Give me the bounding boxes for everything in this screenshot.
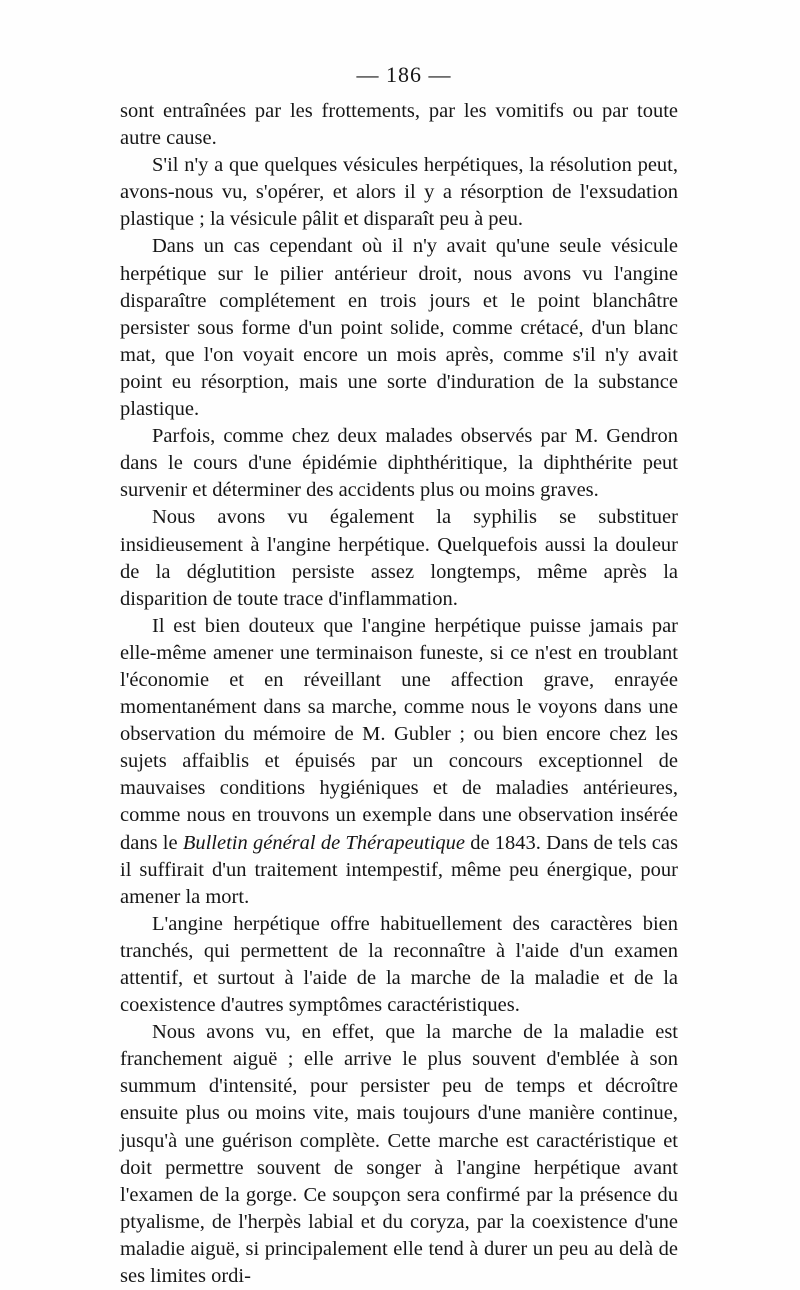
paragraph-2: S'il n'y a que quelques vésicules herpétiques, la résolution peut, avons-nous vu, s'opérer, et alors il y a résorption de l'exsudation plastique ; la vésicule pâlit et disparaît peu à peu. xyxy=(120,154,678,231)
journal-title: Bulletin général de Thérapeutique xyxy=(182,831,465,854)
paragraph-6-text-after: de 1843. Dans de tels cas il suffirait d'un traitement intempestif, même peu énergique, pour amener la mort. xyxy=(120,831,678,908)
paragraph-8: Nous avons vu, en effet, que la marche de la maladie est franchement aiguë ; elle arrive le plus souvent d'emblée à son summum d'intensité, pour persister peu de temps et décroître ensuite plus ou moins vite, mais toujours d'une manière continue, jusqu'à une guérison complète. Cette marche est caractéristique et doit permettre souvent de songer à l'angine herpétique avant l'examen de la gorge. Ce soupçon sera confirmé par la présence du ptyalisme, de l'herpès labial et du coryza, par la coexistence d'une maladie aiguë, si principalement elle tend à durer un peu au delà de ses limites ordi- xyxy=(120,1021,678,1288)
paragraph-5: Nous avons vu également la syphilis se substituer insidieusement à l'angine herpétique. Quelquefois aussi la douleur de la déglutition persiste assez longtemps, même après la disparition de toute trace d'inflammation. xyxy=(120,506,678,610)
paragraph-3: Dans un cas cependant où il n'y avait qu'une seule vésicule herpétique sur le pilier antérieur droit, nous avons vu l'angine disparaître complétement en trois jours et le point blanchâtre persister sous forme d'un point solide, comme crétacé, d'un blanc mat, que l'on voyait encore un mois après, comme s'il n'y avait point eu résorption, mais une sorte d'induration de la substance plastique. xyxy=(120,235,678,421)
body-text xyxy=(120,98,678,1290)
paragraph-6-text-before: Il est bien douteux que l'angine herpétique puisse jamais par elle-même amener une terminaison funeste, si ce n'est en troublant l'économie et en réveillant une affection grave, enrayée momentanément dans sa marche, comme nous le voyons dans une observation du mémoire de M. Gubler ; ou bien encore chez les sujets affaiblis et épuisés par un concours exceptionnel de mauvaises conditions hygiéniques et de maladies antérieures, comme nous en trouvons un exemple dans une observation insérée dans le xyxy=(120,614,678,854)
paragraph-1: sont entraînées par les frottements, par les vomitifs ou par toute autre cause. xyxy=(120,100,678,150)
paragraph-7: L'angine herpétique offre habituellement des caractères bien tranchés, qui permettent de la reconnaître à l'aide d'un examen attentif, et surtout à l'aide de la marche de la maladie et de la coexistence d'autres symptômes caractéristiques. xyxy=(120,912,678,1017)
page-number: — 186 — xyxy=(356,62,452,87)
paragraph-6 xyxy=(120,613,678,911)
paragraph-4: Parfois, comme chez deux malades observés par M. Gendron dans le cours d'une épidémie diphthéritique, la diphthérite peut survenir et déterminer des accidents plus ou moins graves. xyxy=(120,425,678,502)
